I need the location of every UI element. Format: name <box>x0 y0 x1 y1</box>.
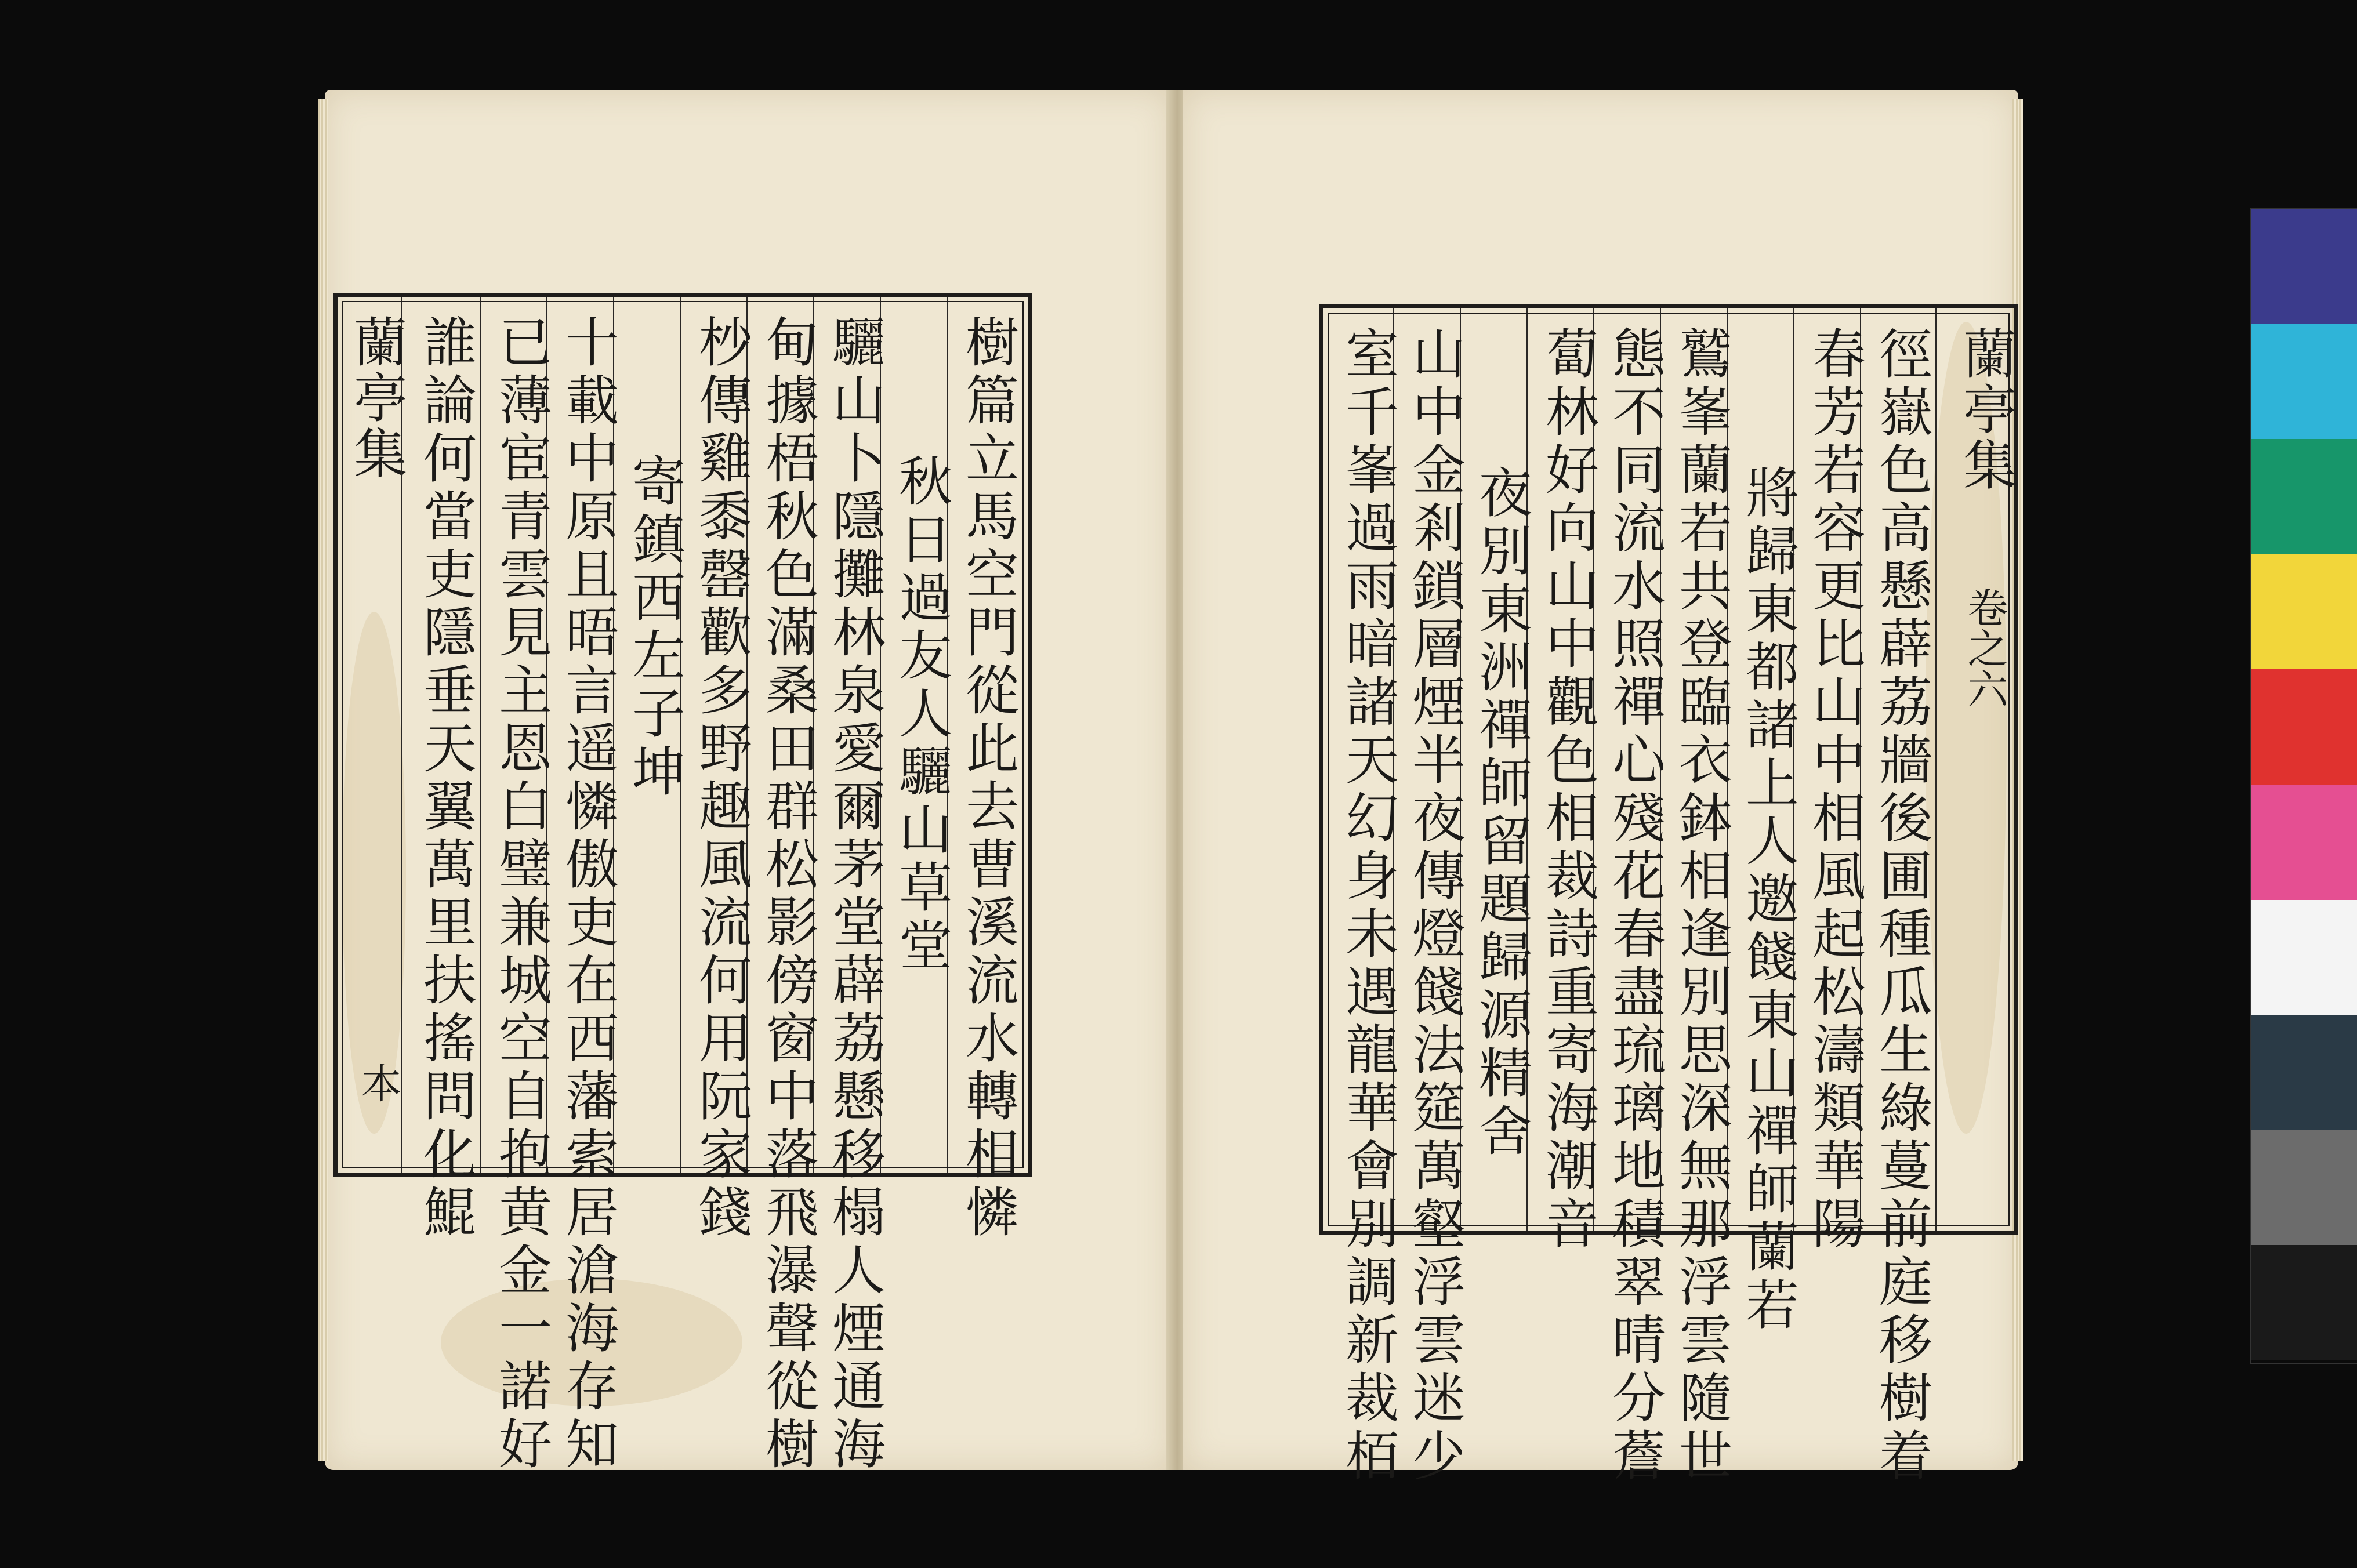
color-swatch <box>2251 1015 2357 1130</box>
color-calibration-card <box>2250 208 2357 1364</box>
left-text-frame <box>333 293 1032 1474</box>
right-column-6: 蔔林好向山中觀色相裁詩重寄海潮音 <box>1537 326 1599 1254</box>
left-column-2: 秋日過友人驪山草堂 <box>890 453 952 975</box>
right-column-9: 室千峯過雨暗諸天幻身未遇龍華會別調新裁栢 <box>1337 326 1399 1486</box>
left-column-8: 已薄宦青雲見主恩白璧兼城空自抱黄金一諾好 <box>490 314 552 1474</box>
color-swatch <box>2251 439 2357 554</box>
right-title-column: 蘭亭集 <box>1955 326 2017 493</box>
left-column-9: 誰論何當吏隱垂天翼萬里扶搖問化鯤 <box>415 314 477 1242</box>
left-folio: 本 <box>354 1062 402 1103</box>
color-swatch <box>2251 324 2357 440</box>
right-column-1: 徑嶽色高懸薜荔牆後圃種瓜生綠蔓前庭移樹着 <box>1870 326 1932 1486</box>
left-page-edge <box>318 99 328 1461</box>
right-column-5: 態不同流水照禪心殘花春盡琉璃地積翠晴分薝 <box>1604 326 1666 1486</box>
right-column-7: 夜別東洲禪師留題歸源精舍 <box>1470 465 1532 1161</box>
color-swatch <box>2251 554 2357 670</box>
color-swatch <box>2251 209 2357 324</box>
color-swatch <box>2251 669 2357 785</box>
color-swatch <box>2251 785 2357 900</box>
right-column-8: 山中金剎鎖層煙半夜傳燈餞法筵萬壑浮雲迷少 <box>1404 326 1466 1486</box>
right-text-frame <box>1319 304 2018 1486</box>
color-swatch <box>2251 1245 2357 1360</box>
right-column-4: 鷲峯蘭若共登臨衣鉢相逢別思深無那浮雲隨世 <box>1670 326 1732 1486</box>
left-column-1: 樹篇立馬空門從此去曹溪流水轉相憐 <box>957 314 1019 1242</box>
color-swatch <box>2251 1130 2357 1246</box>
color-swatch <box>2251 900 2357 1015</box>
left-column-7: 十載中原且晤言遥憐傲吏在西藩索居滄海存知 <box>557 314 619 1474</box>
left-column-3: 驪山卜隱攤林泉愛爾茅堂薜荔懸移榻人煙通海 <box>824 314 886 1474</box>
right-column-2: 春芳若容更比山中相風起松濤類華陽 <box>1804 326 1866 1254</box>
left-column-6: 寄鎮西左子坤 <box>623 453 686 801</box>
right-folio: 卷之六 <box>1961 587 2008 709</box>
right-column-3: 將歸東都諸上人邀餞東山禪師蘭若 <box>1737 465 1799 1335</box>
left-title-column: 蘭亭集 <box>345 314 407 481</box>
left-column-5: 杪傳雞黍罄歡多野趣風流何用阮家錢 <box>690 314 752 1242</box>
left-column-4: 甸據梧秋色滿桑田群松影傍窗中落飛瀑聲從樹 <box>757 314 819 1474</box>
